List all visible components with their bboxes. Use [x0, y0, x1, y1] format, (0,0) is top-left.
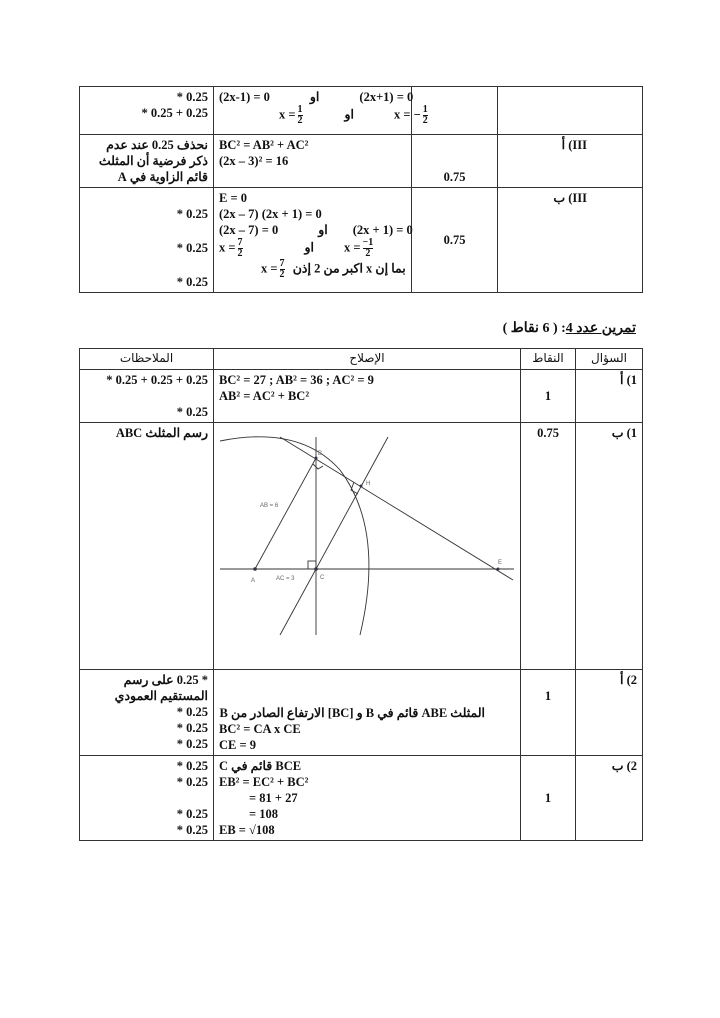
question-cell: III) ب — [498, 188, 643, 293]
eq: x = — [261, 261, 278, 276]
note-line: ذكر فرضية أن المثلث — [98, 154, 208, 168]
note-line: 0.25 * — [176, 241, 208, 255]
note-line: 0.25 * — [176, 207, 208, 221]
equation-line: (2x – 7) (2x + 1) = 0 — [219, 207, 322, 221]
note-line: 0.25 * — [176, 721, 208, 735]
equation-line: EB = √108 — [219, 823, 275, 837]
equation-line: = 108 — [249, 807, 278, 821]
or-word: او — [318, 223, 328, 237]
equation-line: AB² = AC² + BC² — [219, 389, 310, 403]
equation-line: CE = 9 — [219, 738, 256, 752]
points-cell: 0.75 — [521, 423, 576, 670]
denominator: 2 — [297, 115, 303, 126]
circle-arc — [220, 437, 369, 635]
label-ab-length: AB = 6 — [260, 503, 279, 509]
eq: (2x+1) = 0 — [359, 90, 414, 104]
right-angle-b — [313, 464, 323, 469]
question-cell: 1) ب — [576, 423, 643, 670]
label-e: E — [498, 560, 503, 566]
eq: x = — [219, 240, 236, 255]
equation-line: BCE قائم في C — [219, 759, 302, 773]
numerator: 1 — [422, 104, 428, 115]
label-a: A — [251, 578, 256, 584]
point-c — [314, 567, 318, 571]
equation-line: (2x – 3)² = 16 — [219, 154, 289, 168]
numerator: 1 — [297, 104, 303, 115]
header-points: النقاط — [521, 349, 576, 370]
note-line: رسم المثلث ABC — [115, 426, 208, 440]
note-line: 0.25 * — [176, 737, 208, 751]
eq: (2x + 1) = 0 — [352, 223, 413, 237]
label-ac-length: AC = 3 — [276, 576, 295, 582]
numerator: 7 — [237, 237, 243, 248]
points-cell: 0.75 — [412, 135, 498, 188]
header-notes: الملاحظات — [80, 349, 214, 370]
points-cell: 1 — [521, 756, 576, 841]
note-line: 0.25 * — [176, 759, 208, 773]
eq: (2x-1) = 0 — [219, 90, 270, 104]
header-question: السؤال — [576, 349, 643, 370]
or-word: او — [309, 90, 320, 104]
eq: (2x – 7) = 0 — [219, 223, 279, 237]
point-a — [253, 567, 257, 571]
note-line: 0.25 * — [176, 405, 208, 419]
equation-line: E = 0 — [219, 191, 247, 205]
denominator: 2 — [237, 248, 243, 259]
question-cell: III) أ — [498, 135, 643, 188]
numerator: 7 — [279, 258, 285, 269]
equation-line: = 81 + 27 — [249, 791, 298, 805]
equation-line: BC² = 27 ; AB² = 36 ; AC² = 9 — [219, 373, 374, 387]
or-word: او — [304, 240, 315, 255]
denominator: 2 — [279, 269, 285, 280]
point-e — [497, 568, 500, 571]
eq: x = − — [394, 107, 421, 122]
note-line: 0.25 * — [176, 90, 208, 104]
eq: x = — [344, 240, 361, 255]
denominator: 2 — [365, 248, 371, 259]
numerator: −1 — [362, 237, 374, 248]
question-cell: 1) أ — [576, 370, 643, 423]
note-line: قائم الزاوية في A — [117, 170, 208, 184]
denominator: 2 — [422, 115, 428, 126]
note-line: 0.25 + 0.25 + 0.25 * — [106, 373, 208, 387]
note-line: 0.25 * — [176, 823, 208, 837]
header-correction: الإصلاح — [214, 349, 521, 370]
points-cell: 1 — [521, 370, 576, 423]
equation-line: المثلث ABE قائم في B و [BC] الارتفاع الصادر من B — [219, 706, 485, 720]
exercise-title-points: : ( 6 نقاط ) — [502, 321, 566, 336]
note-line: 0.25 * — [176, 807, 208, 821]
conclusion-text: بما إن x اكبر من 2 إذن — [292, 261, 406, 276]
label-b: B — [318, 451, 323, 457]
equation-line: EB² = EC² + BC² — [219, 775, 309, 789]
eq: x = — [279, 107, 296, 122]
segment-ab — [255, 458, 316, 569]
exercise-title-number: تمرين عدد 4 — [565, 321, 636, 336]
note-line: 0.25 + 0.25 * — [141, 106, 208, 120]
equation-line: BC² = CA x CE — [219, 722, 301, 736]
question-cell: 2) أ — [576, 670, 643, 756]
points-cell: 1 — [521, 670, 576, 756]
note-line: 0.25 * — [176, 775, 208, 789]
label-h: H — [366, 481, 371, 487]
question-cell: 2) ب — [576, 756, 643, 841]
note-line: 0.25 * — [176, 705, 208, 719]
note-line: 0.25 * — [176, 275, 208, 289]
note-line: نحذف 0.25 عند عدم — [106, 138, 208, 152]
or-word: او — [344, 107, 355, 122]
note-line: المستقيم العمودي — [114, 689, 208, 703]
note-line: * 0.25 على رسم — [123, 673, 208, 687]
line-ch — [280, 437, 388, 635]
equation-line: BC² = AB² + AC² — [219, 138, 309, 152]
label-c: C — [320, 575, 325, 581]
points-cell: 0.75 — [412, 188, 498, 293]
point-h — [360, 485, 363, 488]
